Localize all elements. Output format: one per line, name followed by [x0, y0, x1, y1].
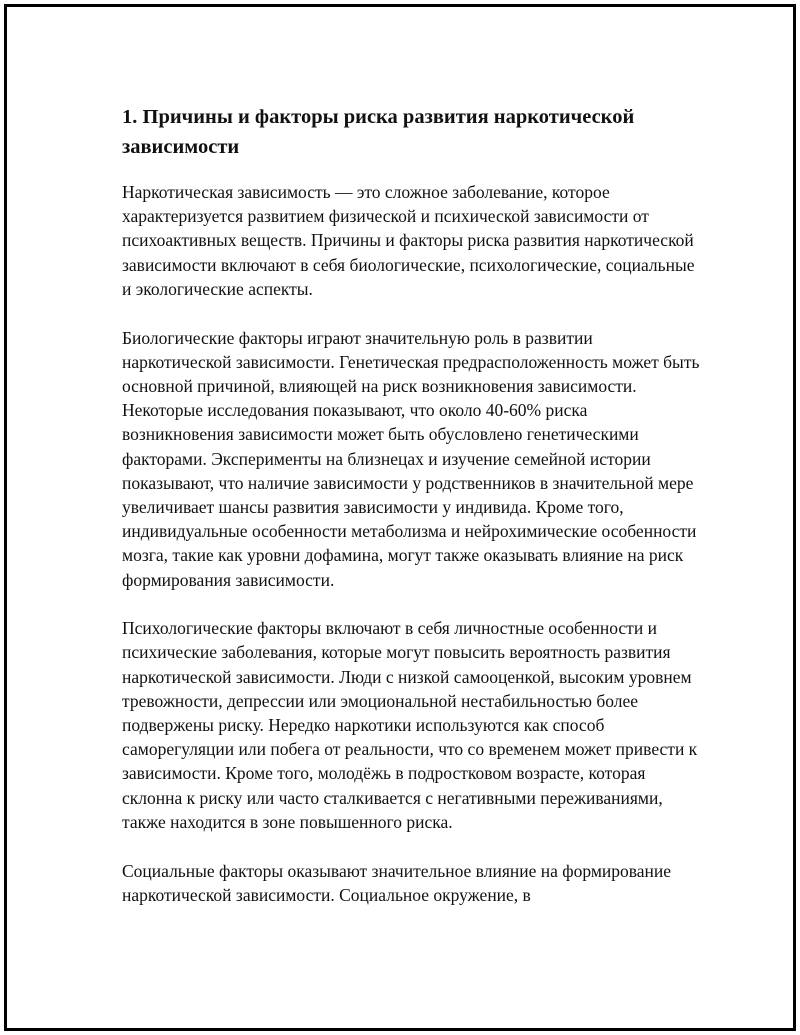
page-frame	[4, 4, 796, 1031]
section-heading: 1. Причины и факторы риска развития наркотической зависимости	[122, 106, 635, 158]
paragraph-social: Социальные факторы оказывают значительное влияние на формирование наркотической зависимости. Социальное окружение, в	[122, 860, 672, 905]
document-body	[122, 102, 702, 931]
paragraph-biological: Биологические факторы играют значительную роль в развитии наркотической зависимости. Генетическая предрасположенность может быть основной причиной, влияющей на риск возникновения зависимости. Некоторые исследования показывают, что около 40-60% риска возникновения зависимости может быть обусловлено генетическими факторами. Эксперименты на близнецах и изучение семейной истории показывают, что наличие зависимости у родственников в значительной мере увеличивает шансы развития зависимости у индивида. Кроме того, индивидуальные особенности метаболизма и нейрохимические особенности мозга, такие как уровни дофамина, могут также оказывать влияние на риск формирования зависимости.	[122, 327, 700, 590]
paragraph-intro: Наркотическая зависимость — это сложное заболевание, которое характеризуется развитием физической и психической зависимости от психоактивных веществ. Причины и факторы риска развития наркотической зависимости включают в себя биологические, психологические, социальные и экологические аспекты.	[122, 182, 695, 299]
paragraph-psychological: Психологические факторы включают в себя личностные особенности и психические заболевания, которые могут повысить вероятность развития наркотической зависимости. Люди с низкой самооценкой, высоким уровнем тревожности, депрессии или эмоциональной нестабильностью более подвержены риску. Нередко наркотики используются как способ саморегуляции или побега от реальности, что со временем может привести к зависимости. Кроме того, молодёжь в подростковом возрасте, которая склонна к риску или часто сталкивается с негативными переживаниями, также находится в зоне повышенного риска.	[122, 618, 698, 832]
